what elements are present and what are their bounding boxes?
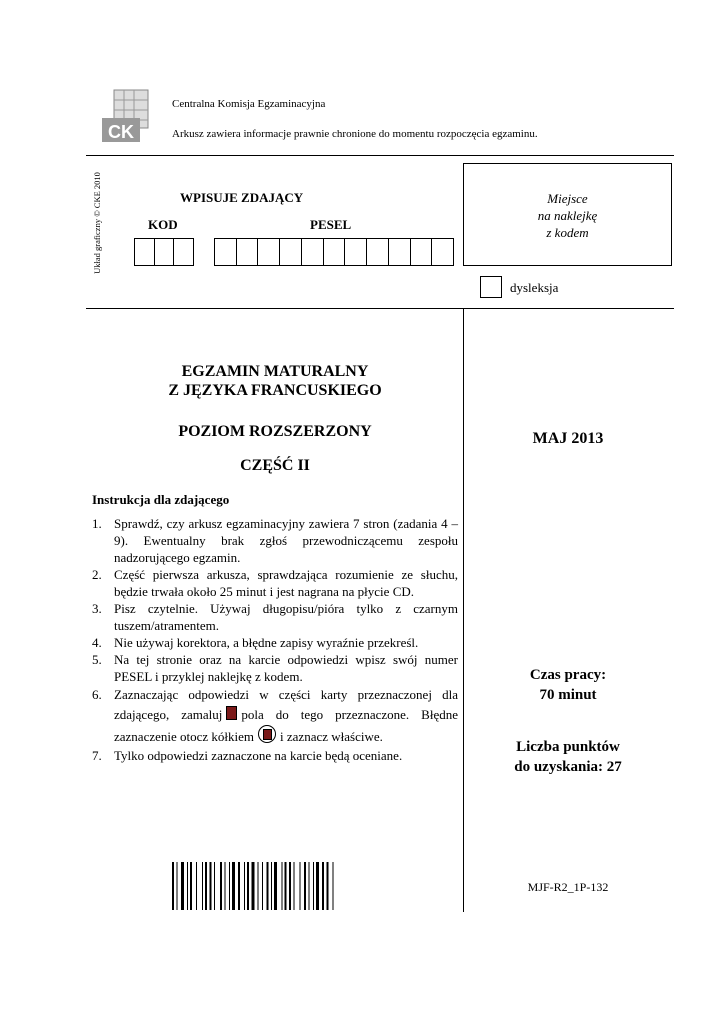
pesel-cell[interactable]	[411, 239, 433, 265]
dyslexia-checkbox[interactable]	[480, 276, 502, 298]
pesel-cell[interactable]	[302, 239, 324, 265]
instructions-list	[92, 515, 458, 764]
pesel-label: PESEL	[310, 217, 352, 232]
time-label: Czas pracy:	[529, 667, 607, 683]
instruction-item: 6. Zaznaczając odpowiedzi w części karty przeznaczonej dla zdającego, zamaluj pola do tego przeznaczone. Błędne zaznaczenie otocz kółkiem i zaznacz właściwe.	[92, 687, 458, 744]
exam-date: MAJ 2013	[532, 430, 604, 447]
pesel-cell[interactable]	[367, 239, 389, 265]
exam-level: POZIOM ROZSZERZONY	[178, 423, 372, 440]
protection-note: Arkusz zawiera informacje prawnie chronione do momentu rozpoczęcia egzaminu.	[172, 128, 538, 140]
kod-label: KOD	[148, 217, 178, 232]
kod-cell[interactable]	[135, 239, 155, 265]
pesel-cell[interactable]	[345, 239, 367, 265]
sticker-line-1: Miejsce	[547, 191, 588, 206]
copyright-vertical	[90, 164, 104, 282]
points-value: do uzyskania: 27	[514, 759, 622, 775]
pesel-cell[interactable]	[237, 239, 259, 265]
dyslexia-label: dysleksja	[510, 280, 559, 295]
pesel-cell[interactable]	[258, 239, 280, 265]
organization-name: Centralna Komisja Egzaminacyjna	[172, 98, 326, 110]
cke-logo	[100, 88, 152, 144]
instruction-item: 1. Sprawdź, czy arkusz egzaminacyjny zawiera 7 stron (zadania 4 – 9). Ewentualny brak zgłoś przewodniczącemu zespołu nadzorującego egzamin.	[92, 516, 458, 565]
filled-square-icon	[226, 706, 237, 720]
divider-top	[86, 155, 674, 156]
pesel-cell[interactable]	[215, 239, 237, 265]
kod-cell[interactable]	[174, 239, 193, 265]
pesel-cell[interactable]	[324, 239, 346, 265]
exam-part: CZĘŚĆ II	[240, 457, 310, 474]
circled-square-icon	[258, 725, 276, 743]
divider-vertical	[463, 308, 464, 912]
copyright-text: Układ graficzny © CKE 2010	[92, 172, 102, 274]
instruction-item: 7. Tylko odpowiedzi zaznaczone na karcie będą oceniane.	[92, 748, 403, 763]
time-value: 70 minut	[539, 687, 597, 703]
form-heading: WPISUJE ZDAJĄCY	[180, 190, 304, 205]
kod-input[interactable]	[134, 238, 194, 266]
sticker-line-2: na naklejkę	[537, 208, 598, 223]
exam-title-2: Z JĘZYKA FRANCUSKIEGO	[168, 382, 382, 399]
exam-title-1: EGZAMIN MATURALNY	[181, 363, 369, 380]
points-label: Liczba punktów	[516, 739, 620, 755]
svg-text:CK: CK	[108, 122, 134, 142]
barcode	[172, 862, 380, 910]
instruction-item: 4. Nie używaj korektora, a błędne zapisy wyraźnie przekreśl.	[92, 635, 419, 650]
pesel-cell[interactable]	[432, 239, 453, 265]
instruction-item: 5. Na tej stronie oraz na karcie odpowiedzi wpisz swój numer PESEL i przyklej naklejkę z kodem.	[92, 652, 458, 684]
pesel-cell[interactable]	[389, 239, 411, 265]
instruction-item: 2. Część pierwsza arkusza, sprawdzająca rozumienie ze słuchu, będzie trwała około 25 minut i jest nagrana na płycie CD.	[92, 567, 458, 599]
sheet-code: MJF-R2_1P-132	[527, 880, 609, 894]
pesel-input[interactable]	[214, 238, 454, 266]
sticker-line-3: z kodem	[546, 225, 589, 240]
pesel-cell[interactable]	[280, 239, 302, 265]
sticker-area	[463, 163, 672, 266]
kod-cell[interactable]	[155, 239, 175, 265]
instructions-heading: Instrukcja dla zdającego	[92, 492, 230, 507]
divider-middle	[86, 308, 674, 309]
instruction-item: 3. Pisz czytelnie. Używaj długopisu/pióra tylko z czarnym tuszem/atramentem.	[92, 601, 458, 633]
